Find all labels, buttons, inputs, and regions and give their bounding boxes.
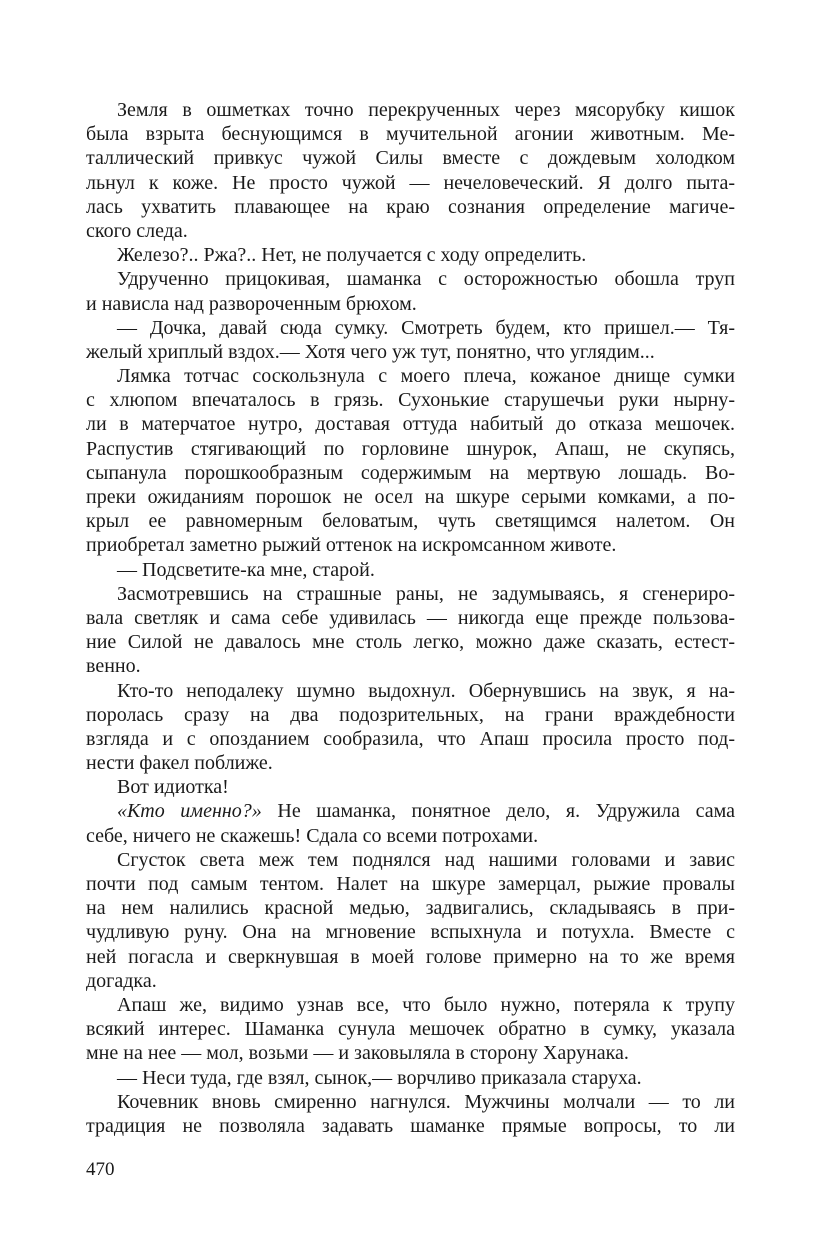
line-text: поролась сразу на два подозрительных, на грани враждебности [86,703,735,726]
line-text: — Подсветите-ка мне, старой. [117,558,375,581]
line-text: ние Силой не давалось мне столь легко, можно даже сказать, естест- [86,631,735,654]
text-line [86,1017,735,1041]
line-text: — Неси туда, где взял, сынок,— ворчливо приказала старуха. [117,1066,642,1089]
line-text: и нависла над развороченным брюхом. [86,292,417,315]
text-line [86,485,735,509]
text-line [86,1090,735,1114]
text-line [86,969,735,993]
text-line [86,630,735,654]
line-text: Земля в ошметках точно перекрученных через мясорубку кишок [117,99,735,121]
line-text: приобретал заметно рыжий оттенок на искромсанном животе. [86,534,617,557]
text-line [86,582,735,606]
text-line [86,171,735,195]
line-text: взгляда и с опозданием сообразила, что Апаш просила просто под- [86,727,735,750]
line-text: Распустив стягивающий по горловине шнурок, Апаш, не скупясь, [86,437,735,460]
line-text: ней погасла и сверкнувшая в моей голове примерно на то же время [86,945,735,968]
text-line [86,195,735,219]
text-line [86,1066,735,1090]
text-line [86,388,735,412]
italic-text: «Кто именно?» [117,800,262,823]
line-text: с хлюпом впечаталось в грязь. Сухонькие старушечьи руки нырну- [86,389,735,412]
line-text: вала светляк и сама себе удивилась — никогда еще прежде пользова- [86,606,735,629]
line-text: желый хриплый вздох.— Хотя чего уж тут, понятно, что углядим... [86,340,655,363]
text-line [86,316,735,340]
line-text: Лямка тотчас соскользнула с моего плеча, кожаное днище сумки [117,365,735,388]
text-line [86,122,735,146]
text-line [86,654,735,678]
line-text: всякий интерес. Шаманка сунула мешочек обратно в сумку, указала [86,1018,735,1041]
line-text: догадка. [86,969,157,992]
line-text: Не шаманка, понятное дело, я. Удружила сама [261,800,735,823]
text-line [86,509,735,533]
line-text: традиция не позволяла задавать шаманке прямые вопросы, то ли [86,1114,735,1137]
text-line [86,98,735,122]
text-line [86,533,735,557]
text-line [86,703,735,727]
text-line [86,1114,735,1138]
line-text: таллический привкус чужой Силы вместе с дождевым холодком [86,147,735,170]
line-text: Апаш же, видимо узнав все, что было нужно, потеряла к трупу [117,993,735,1016]
text-line [86,799,735,823]
line-text: Железо?.. Ржа?.. Нет, не получается с ходу определить. [117,244,587,267]
line-text: мне на нее — мол, возьми — и заковыляла в сторону Харунака. [86,1042,629,1065]
text-line [86,267,735,291]
text-line [86,993,735,1017]
line-text: ского следа. [86,219,188,242]
text-line [86,243,735,267]
line-text: чудливую руну. Она на мгновение вспыхнула и потухла. Вместе с [86,921,735,944]
line-text: Засмотревшись на страшные раны, не задумываясь, я сгенериро- [117,582,735,605]
text-line [86,945,735,969]
text-line [86,848,735,872]
text-line [86,412,735,436]
line-text: Удрученно прицокивая, шаманка с осторожностью обошла труп [117,268,735,291]
text-line [86,146,735,170]
text-line [86,896,735,920]
text-line [86,775,735,799]
text-line [86,292,735,316]
text-line [86,872,735,896]
line-text: Кочевник вновь смиренно нагнулся. Мужчины молчали — то ли [117,1090,735,1113]
text-line [86,727,735,751]
line-text: Кто-то неподалеку шумно выдохнул. Обернувшись на звук, я на- [117,679,735,702]
line-text: себе, ничего не скажешь! Сдала со всеми потрохами. [86,824,539,847]
text-line [86,340,735,364]
text-line [86,751,735,775]
line-text: ли в матерчатое нутро, доставая оттуда набитый до отказа мешочек. [86,413,735,436]
text-line [86,437,735,461]
line-text: лась ухватить плавающее на краю сознания определение магиче- [86,195,735,218]
line-text: почти под самым тентом. Налет на шкуре замерцал, рыжие провалы [86,873,735,895]
line-text: Вот идиотка! [117,776,229,799]
line-text: крыл ее равномерным беловатым, чуть светящимся налетом. Он [86,510,735,533]
text-line [86,920,735,944]
text-line [86,461,735,485]
text-line [86,824,735,848]
line-text: Сгусток света меж тем поднялся над нашими головами и завис [117,848,735,871]
page-body-text [86,98,735,1138]
line-text: на нем налились красной медью, задвигались, складываясь в при- [86,897,735,920]
line-text: сыпанула порошкообразным содержимым на мертвую лошадь. Во- [86,461,735,484]
line-text: преки ожиданиям порошок не осел на шкуре серыми комками, а по- [86,486,735,508]
text-line [86,606,735,630]
text-line [86,679,735,703]
text-line [86,219,735,243]
text-line [86,364,735,388]
line-text: была взрыта беснующимся в мучительной агонии животным. Ме- [86,123,735,146]
line-text: — Дочка, давай сюда сумку. Смотреть будем, кто пришел.— Тя- [117,316,735,339]
page-number: 470 [86,1159,115,1180]
line-text: венно. [86,655,141,678]
text-line [86,1041,735,1065]
text-line [86,558,735,582]
line-text: нести факел поближе. [86,752,273,775]
line-text: льнул к коже. Не просто чужой — нечеловеческий. Я долго пыта- [86,171,735,194]
